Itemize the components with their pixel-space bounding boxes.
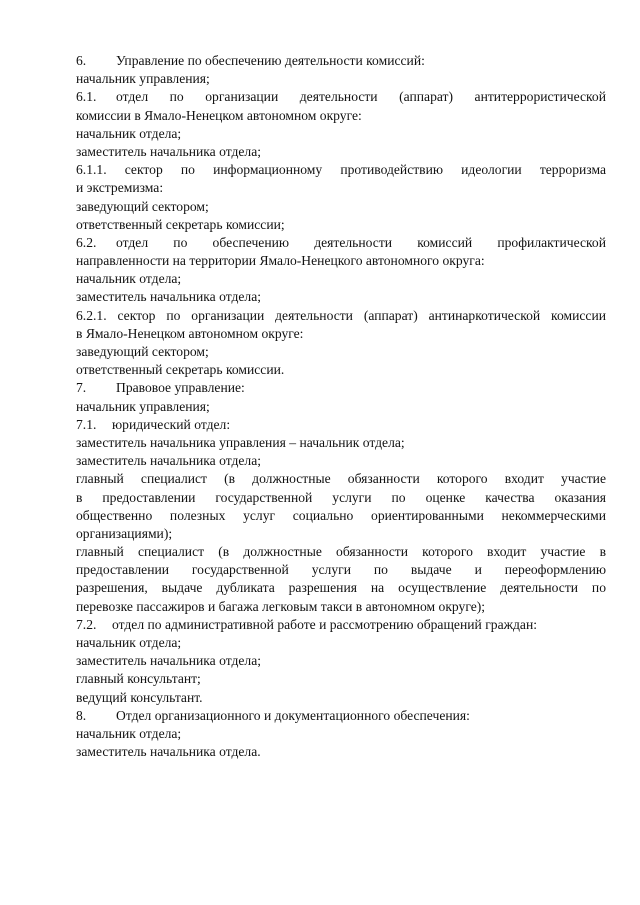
- section-number: 6.: [76, 53, 87, 68]
- position-line: заместитель начальника отдела;: [76, 453, 262, 469]
- section-number: 7.1.: [76, 416, 97, 432]
- section-title: отдел по обеспечению деятельности комиссий профилактической: [116, 234, 606, 250]
- position-line: ответственный секретарь комиссии;: [76, 216, 285, 232]
- section-6-heading: [76, 52, 606, 70]
- section-6-2-heading: [76, 234, 606, 252]
- position-paragraph-line: перевозке пассажиров и багажа легковым такси в автономном округе);: [76, 598, 486, 614]
- section-number: 6.2.: [76, 234, 97, 250]
- position-paragraph-line: предоставлении государственной услуги по выдаче и переоформлению: [76, 562, 606, 578]
- position-paragraph-line: в предоставлении государственной услуги по оценке качества оказания: [76, 489, 606, 505]
- section-6-1-1-heading: [76, 161, 606, 179]
- position-paragraph-line: общественно полезных услуг социально ориентированными некоммерческими: [76, 507, 606, 523]
- position-line: заведующий сектором;: [76, 344, 209, 359]
- position-paragraph-line: разрешения, выдаче дубликата разрешения на осуществление деятельности по: [76, 580, 606, 596]
- section-title-continuation: комиссии в Ямало-Ненецком автономном округе:: [76, 107, 362, 123]
- section-title: юридический отдел:: [112, 416, 231, 432]
- section-title: Отдел организационного и документационного обеспечения:: [116, 707, 470, 723]
- section-title: Правовое управление:: [116, 380, 245, 396]
- position-line: начальник отдела;: [76, 725, 182, 741]
- section-number: 6.1.1.: [76, 162, 107, 178]
- section-6-2-1-heading: [76, 307, 606, 325]
- section-number: 6.1.: [76, 89, 97, 105]
- section-number: 7.2.: [76, 616, 97, 632]
- position-line: начальник отдела;: [76, 635, 182, 650]
- section-title-continuation: направленности на территории Ямало-Ненецкого автономного округа:: [76, 253, 485, 269]
- section-title: Управление по обеспечению деятельности комиссий:: [116, 53, 425, 68]
- section-title: сектор по информационному противодействию идеологии терроризма: [124, 162, 606, 178]
- section-7-2-heading: [76, 616, 606, 634]
- section-title: отдел по административной работе и рассмотрению обращений граждан:: [112, 616, 537, 632]
- position-line: начальник управления;: [76, 71, 210, 87]
- position-line: ведущий консультант.: [76, 689, 203, 705]
- position-line: начальник управления;: [76, 398, 210, 414]
- position-line: заместитель начальника управления – начальник отдела;: [76, 434, 405, 450]
- section-number: 6.2.1.: [76, 307, 107, 323]
- position-paragraph-line: организациями);: [76, 525, 173, 541]
- section-number: 8.: [76, 707, 87, 723]
- section-8-heading: [76, 707, 606, 725]
- position-line: заместитель начальника отдела;: [76, 653, 262, 669]
- section-7-1-heading: [76, 416, 606, 434]
- position-line: главный консультант;: [76, 671, 201, 687]
- document-body: [76, 52, 606, 761]
- section-title: сектор по организации деятельности (аппарат) антинаркотической комиссии: [117, 307, 606, 323]
- position-line: начальник отдела;: [76, 125, 182, 141]
- section-number: 7.: [76, 380, 87, 396]
- section-6-1-heading: [76, 88, 606, 106]
- section-title-continuation: в Ямало-Ненецком автономном округе:: [76, 325, 304, 341]
- position-line: начальник отдела;: [76, 271, 182, 287]
- position-line: заместитель начальника отдела;: [76, 289, 262, 305]
- position-line: заместитель начальника отдела;: [76, 143, 262, 159]
- position-paragraph-line: главный специалист (в должностные обязанности которого входит участие в: [76, 544, 606, 560]
- position-line: заведующий сектором;: [76, 198, 209, 214]
- position-paragraph-line: главный специалист (в должностные обязанности которого входит участие: [76, 471, 606, 487]
- section-title-continuation: и экстремизма:: [76, 180, 164, 196]
- position-line: ответственный секретарь комиссии.: [76, 362, 285, 378]
- section-title: отдел по организации деятельности (аппарат) антитеррористической: [116, 89, 606, 105]
- section-7-heading: [76, 379, 606, 397]
- position-line: заместитель начальника отдела.: [76, 744, 261, 760]
